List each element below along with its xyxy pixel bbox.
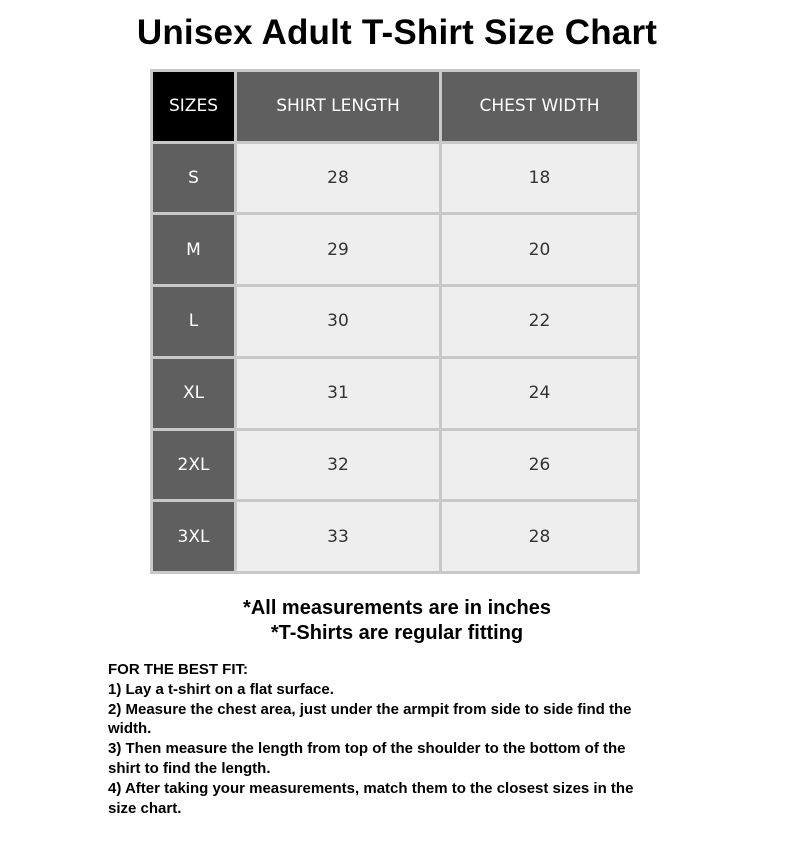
- size-cell: 3XL: [152, 501, 236, 573]
- header-shirt-length: SHIRT LENGTH: [236, 71, 441, 143]
- header-sizes: SIZES: [152, 71, 236, 143]
- size-cell: 2XL: [152, 429, 236, 501]
- size-cell: S: [152, 142, 236, 214]
- instruction-line: 2) Measure the chest area, just under the armpit from side to side find the: [108, 700, 632, 718]
- measurement-notes: [0, 596, 794, 646]
- table-row: [152, 429, 639, 501]
- length-cell: 30: [236, 286, 441, 358]
- instruction-line: 3) Then measure the length from top of the shoulder to the bottom of the: [108, 740, 626, 758]
- note-fit: *T-Shirts are regular fitting: [270, 622, 524, 644]
- chest-cell: 18: [441, 142, 639, 214]
- table-row: [152, 286, 639, 358]
- length-cell: 29: [236, 214, 441, 286]
- best-fit-heading: FOR THE BEST FIT:: [108, 661, 248, 678]
- instruction-line: width.: [108, 720, 152, 738]
- size-cell: XL: [152, 357, 236, 429]
- instruction-line: 4) After taking your measurements, match them to the closest sizes in the: [108, 779, 634, 797]
- length-cell: 33: [236, 501, 441, 573]
- table-row: [152, 501, 639, 573]
- chest-cell: 24: [441, 357, 639, 429]
- size-cell: M: [152, 214, 236, 286]
- chest-cell: 20: [441, 214, 639, 286]
- header-chest-width: CHEST WIDTH: [441, 71, 639, 143]
- chest-cell: 22: [441, 286, 639, 358]
- best-fit-instructions: [108, 660, 708, 818]
- table-row: [152, 357, 639, 429]
- size-cell: L: [152, 286, 236, 358]
- page-title: Unisex Adult T-Shirt Size Chart: [136, 13, 658, 52]
- length-cell: 28: [236, 142, 441, 214]
- table-row: [152, 214, 639, 286]
- instruction-line: 1) Lay a t-shirt on a flat surface.: [108, 680, 334, 698]
- size-chart-table: [150, 69, 640, 574]
- note-units: *All measurements are in inches: [243, 597, 551, 619]
- table-row: [152, 142, 639, 214]
- instruction-line: shirt to find the length.: [108, 759, 271, 777]
- length-cell: 32: [236, 429, 441, 501]
- table-header-row: [152, 71, 639, 143]
- chest-cell: 26: [441, 429, 639, 501]
- chest-cell: 28: [441, 501, 639, 573]
- length-cell: 31: [236, 357, 441, 429]
- instruction-line: size chart.: [108, 799, 182, 817]
